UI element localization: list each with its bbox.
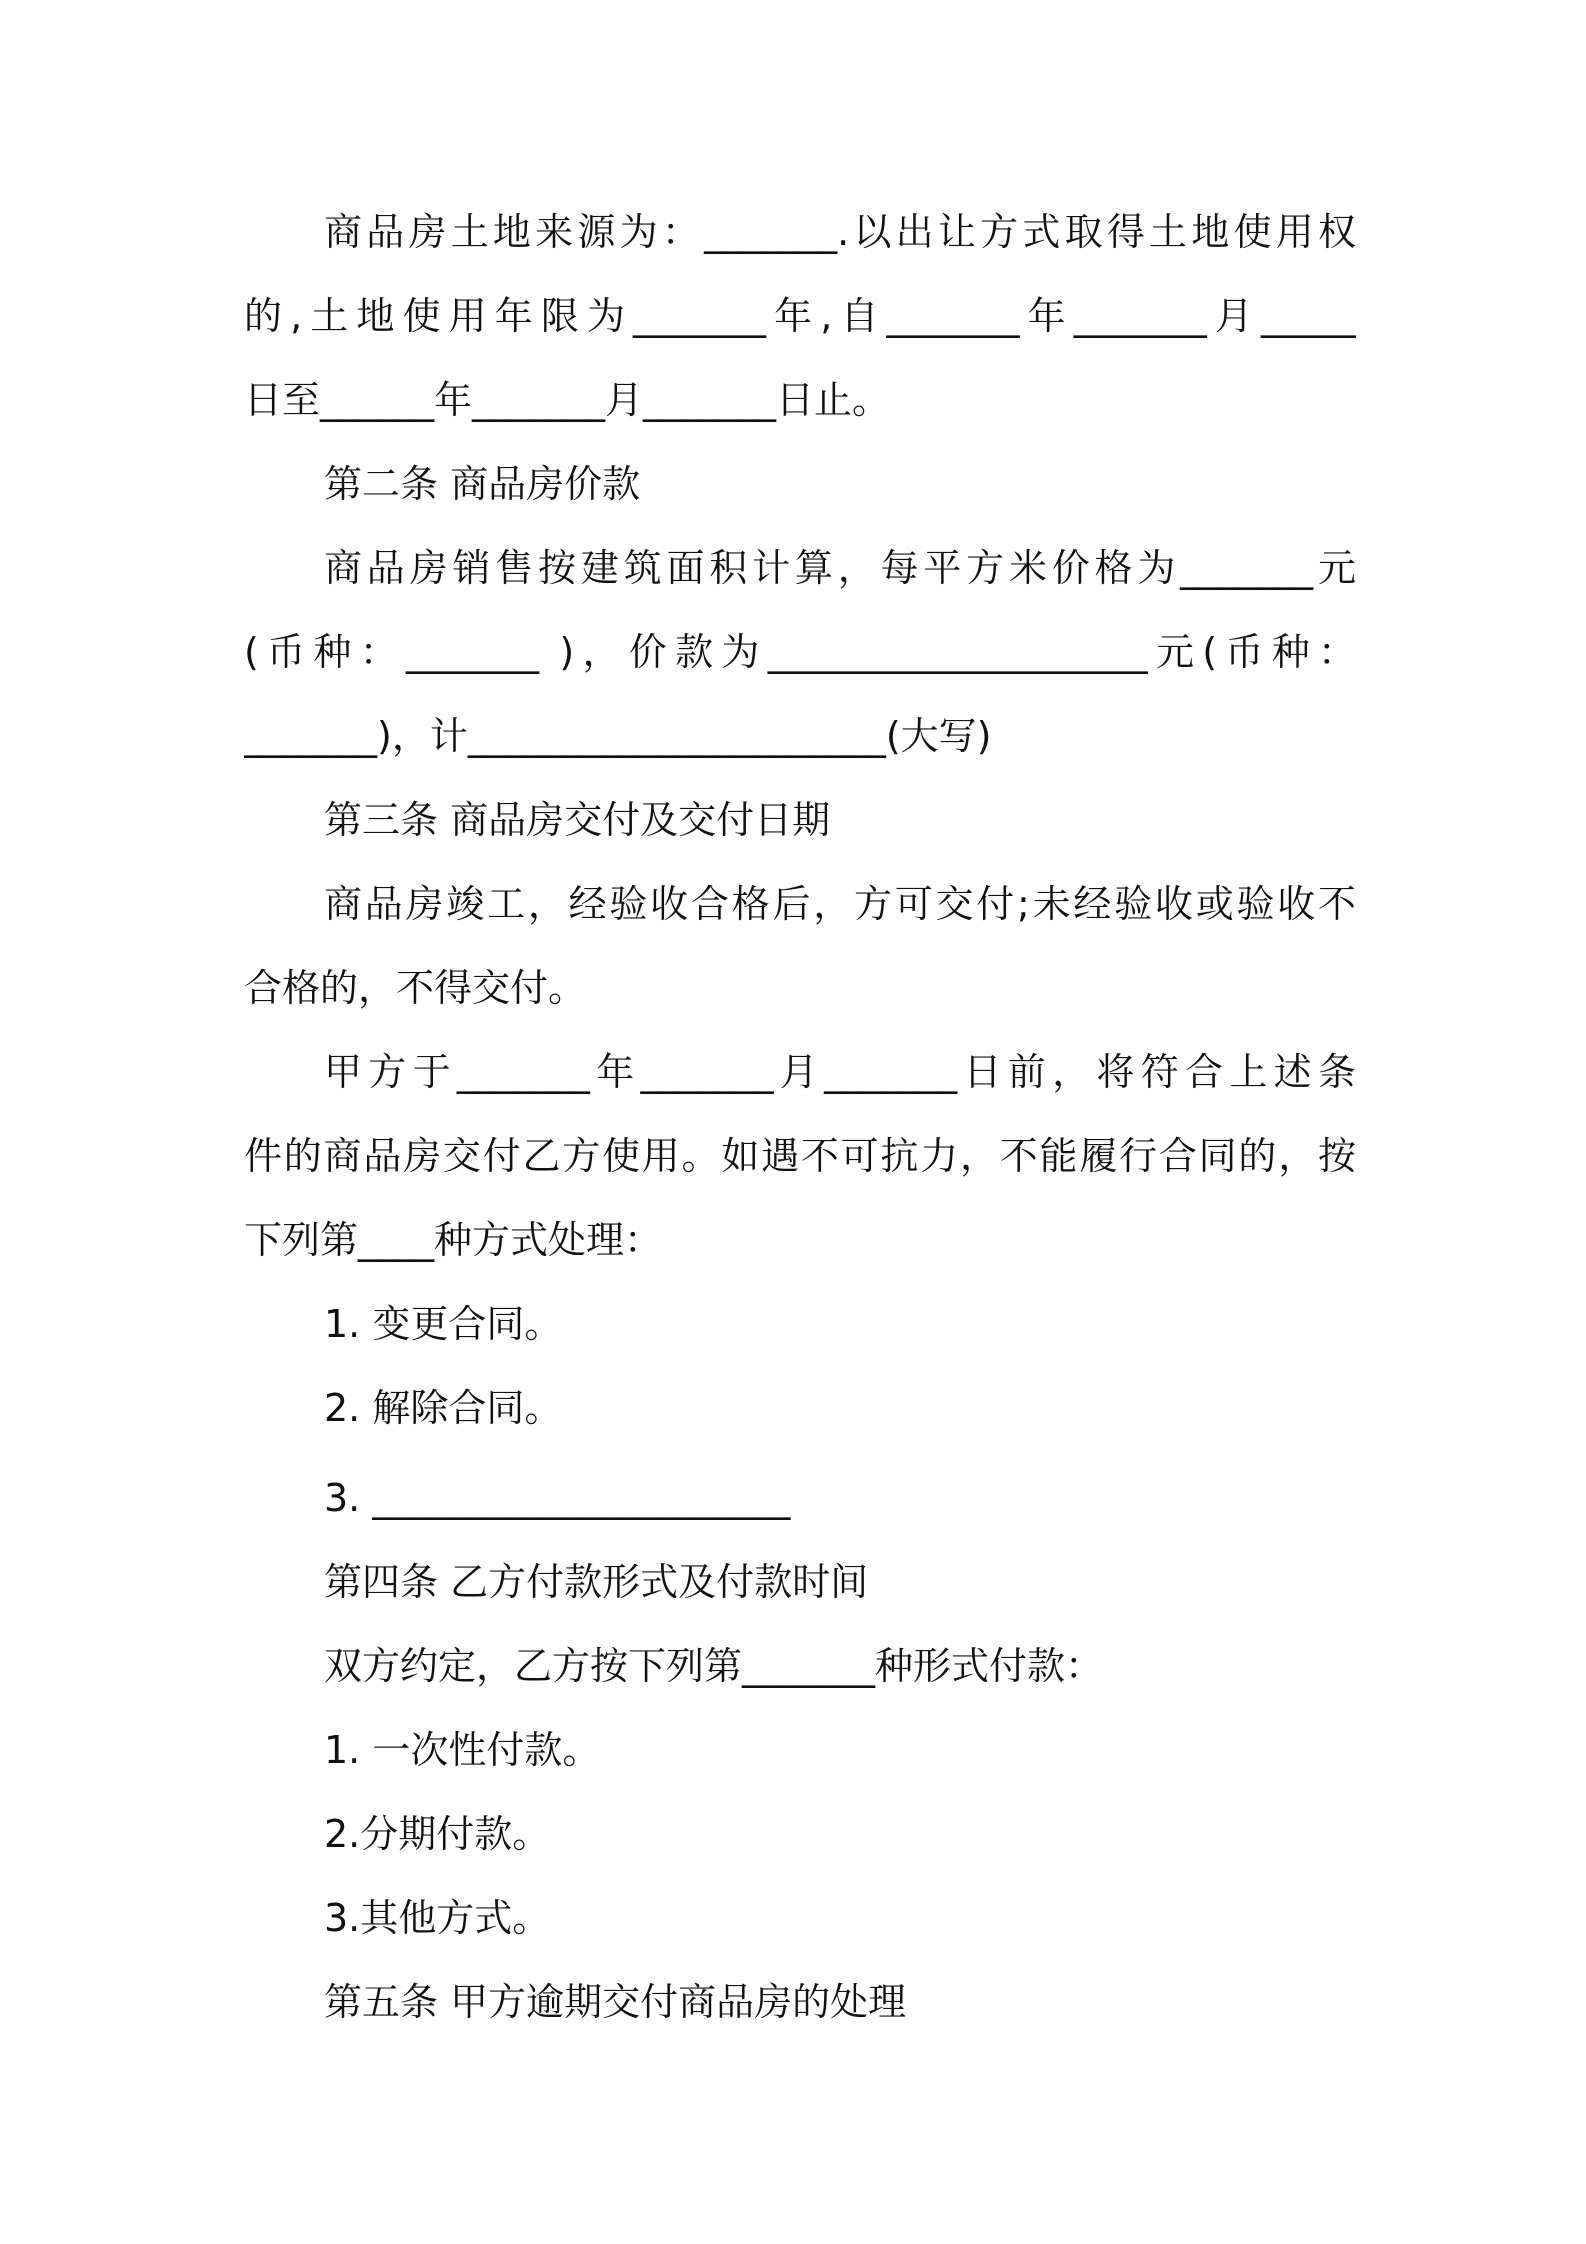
- list-item-modify-contract: 1. 变更合同。: [324, 1302, 563, 1346]
- list-item-terminate-contract: 2. 解除合同。: [324, 1386, 563, 1430]
- list-item-other-blank: 3. ______________________: [324, 1476, 791, 1520]
- paragraph-price-line-1: 商品房销售按建筑面积计算，每平方米价格为_______元: [324, 546, 1356, 590]
- paragraph-delivery-date-line-1: 甲方于_______年_______月_______日前，将符合上述条: [324, 1050, 1356, 1094]
- article-2-heading: 第二条 商品房价款: [324, 462, 641, 506]
- paragraph-land-source-line-1: 商品房土地来源为：_______.以出让方式取得土地使用权: [324, 210, 1356, 254]
- paragraph-payment-agreement: 双方约定，乙方按下列第_______种形式付款：: [324, 1644, 1104, 1688]
- paragraph-delivery-line-1: 商品房竣工，经验收合格后，方可交付;未经验收或验收不: [324, 882, 1356, 926]
- article-5-heading: 第五条 甲方逾期交付商品房的处理: [324, 1980, 907, 2024]
- list-item-other-methods: 3.其他方式。: [324, 1896, 551, 1940]
- paragraph-price-line-3: _______)，计______________________(大写): [244, 714, 992, 758]
- list-item-installments: 2.分期付款。: [324, 1812, 551, 1856]
- paragraph-delivery-date-line-2: 件的商品房交付乙方使用。如遇不可抗力，不能履行合同的，按: [244, 1134, 1356, 1178]
- article-4-heading: 第四条 乙方付款形式及付款时间: [324, 1560, 869, 1604]
- document-body: [244, 190, 1356, 2044]
- list-item-lump-sum: 1. 一次性付款。: [324, 1728, 601, 1772]
- paragraph-delivery-date-line-3: 下列第____种方式处理：: [244, 1218, 663, 1262]
- paragraph-land-source-line-3: 日至______年_______月_______日止。: [244, 378, 891, 422]
- paragraph-price-line-2: (币种：_______ )，价款为____________________元(币种：: [244, 630, 1356, 674]
- paragraph-delivery-line-2: 合格的，不得交付。: [244, 966, 587, 1010]
- paragraph-land-source-line-2: 的,土地使用年限为_______年,自_______年_______月_____: [244, 294, 1356, 338]
- article-3-heading: 第三条 商品房交付及交付日期: [324, 798, 831, 842]
